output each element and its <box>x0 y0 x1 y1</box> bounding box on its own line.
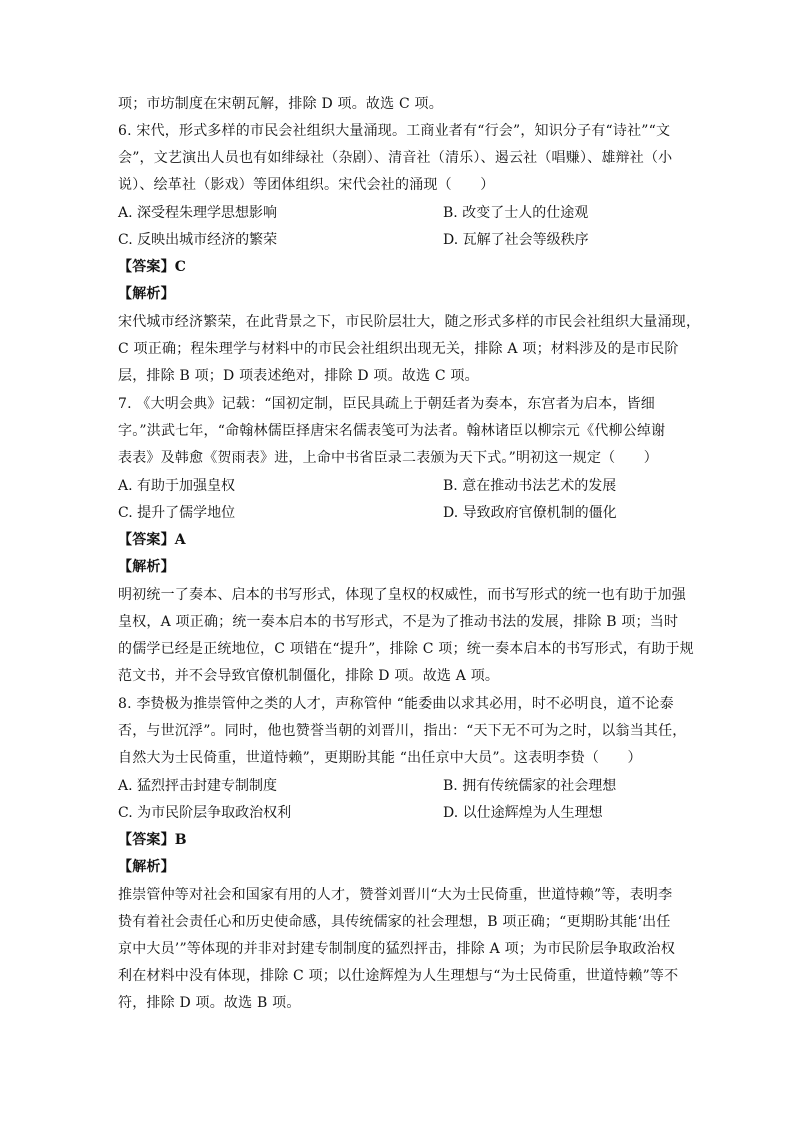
q8-option-d: D. 以仕途辉煌为人生理想 <box>443 805 603 821</box>
q7-option-a: A. 有助于加强皇权 <box>118 478 236 494</box>
q8-option-b: B. 拥有传统儒家的社会理想 <box>443 778 617 794</box>
q6-option-b: B. 改变了士人的仕途观 <box>443 205 589 221</box>
q8-explanation-line: 符，排除 D 项。故选 B 项。 <box>118 995 301 1011</box>
q7-explanation-line: 的儒学已经是正统地位，C 项错在“提升”，排除 C 项；统一奏本启本的书写形式，有助于规 <box>118 641 694 657</box>
q8-analysis-heading: 【解析】 <box>118 859 175 875</box>
q6-analysis-heading: 【解析】 <box>118 286 175 302</box>
q7-option-b: B. 意在推动书法艺术的发展 <box>443 478 617 494</box>
q8-explanation-line: 贽有着社会责任心和历史使命感，具传统儒家的社会理想，B 项正确；“更期盼其能‘出任 <box>118 914 671 930</box>
q6-stem-line: 说）、绘革社（影戏）等团体组织。宋代会社的涌现（ ） <box>118 177 495 193</box>
q7-option-c: C. 提升了儒学地位 <box>118 505 236 521</box>
q7-options-row <box>118 476 678 496</box>
q7-explanation-line: 范文书，并不会导致官僚机制僵化，排除 D 项。故选 A 项。 <box>118 668 500 684</box>
q8-options-row <box>118 776 678 796</box>
q7-stem-line: 7. 《大明会典》记载：“国初定制，臣民具疏上于朝廷者为奏本，东宫者为启本，皆细 <box>118 396 655 412</box>
q6-explanation-line: 宋代城市经济繁荣，在此背景之下，市民阶层壮大，随之形式多样的市民会社组织大量涌现， <box>118 314 701 330</box>
q6-option-a: A. 深受程朱理学思想影响 <box>118 205 278 221</box>
q7-option-d: D. 导致政府官僚机制的僵化 <box>443 505 617 521</box>
q7-stem-line: 表表》及韩愈《贺雨表》进，上命中书省臣录二表颁为天下式。”明初这一规定（ ） <box>118 450 658 466</box>
q7-answer: 【答案】A <box>118 532 186 548</box>
q6-options-row <box>118 230 678 250</box>
q7-analysis-heading: 【解析】 <box>118 559 175 575</box>
q6-stem-line: 6. 宋代，形式多样的市民会社组织大量涌现。工商业者有“行会”，知识分子有“诗社”“文 <box>118 123 671 139</box>
q6-options-row <box>118 203 678 223</box>
q7-stem-line: 字。”洪武七年，“命翰林儒臣择唐宋名儒表笺可为法者。翰林诸臣以柳宗元《代柳公绰谢 <box>118 423 666 439</box>
q6-option-d: D. 瓦解了社会等级秩序 <box>443 232 589 248</box>
q6-answer: 【答案】C <box>118 259 187 275</box>
q6-explanation-line: C 项正确；程朱理学与材料中的市民会社组织出现无关，排除 A 项；材料涉及的是市民阶 <box>118 341 679 357</box>
q8-options-row <box>118 803 678 823</box>
q8-explanation-line: 利在材料中没有体现，排除 C 项；以仕途辉煌为人生理想与“为士民倚重，世道恃赖”等不 <box>118 968 679 984</box>
q8-explanation-line: 京中大员’”等体现的并非对封建专制制度的猛烈抨击，排除 A 项；为市民阶层争取政治权 <box>118 941 676 957</box>
q8-stem-line: 8. 李贽极为推崇管仲之类的人才，声称管仲 “能委曲以求其必用，时不必明良，道不论泰 <box>118 696 674 712</box>
q8-option-a: A. 猛烈抨击封建专制制度 <box>118 778 278 794</box>
q7-explanation-line: 明初统一了奏本、启本的书写形式，体现了皇权的权威性，而书写形式的统一也有助于加强 <box>118 587 686 603</box>
q6-explanation-line: 层，排除 B 项；D 项表述绝对，排除 D 项。故选 C 项。 <box>118 368 479 384</box>
q7-explanation-line: 皇权，A 项正确；统一奏本启本的书写形式，不是为了推动书法的发展，排除 B 项；当时 <box>118 614 679 630</box>
q7-options-row <box>118 503 678 523</box>
q8-stem-line: 自然大为士民倚重，世道恃赖”，更期盼其能 “出任京中大员”。这表明李贽（ ） <box>118 750 642 766</box>
q8-explanation-line: 推崇管仲等对社会和国家有用的人才，赞誉刘晋川“大为士民倚重，世道恃赖”等，表明李 <box>118 887 673 903</box>
q8-answer: 【答案】B <box>118 832 187 848</box>
q8-option-c: C. 为市民阶层争取政治权利 <box>118 805 292 821</box>
q6-stem-line: 会”，文艺演出人员也有如绯绿社（杂剧）、清音社（清乐）、遏云社（唱赚）、雄辩社（小 <box>118 150 673 166</box>
q6-option-c: C. 反映出城市经济的繁荣 <box>118 232 278 248</box>
q8-stem-line: 否，与世沉浮”。同时，他也赞誉当朝的刘晋川，指出：“天下无不可为之时，以翁当其任， <box>118 723 687 739</box>
prev-explanation-end: 项；市坊制度在宋朝瓦解，排除 D 项。故选 C 项。 <box>118 96 443 112</box>
